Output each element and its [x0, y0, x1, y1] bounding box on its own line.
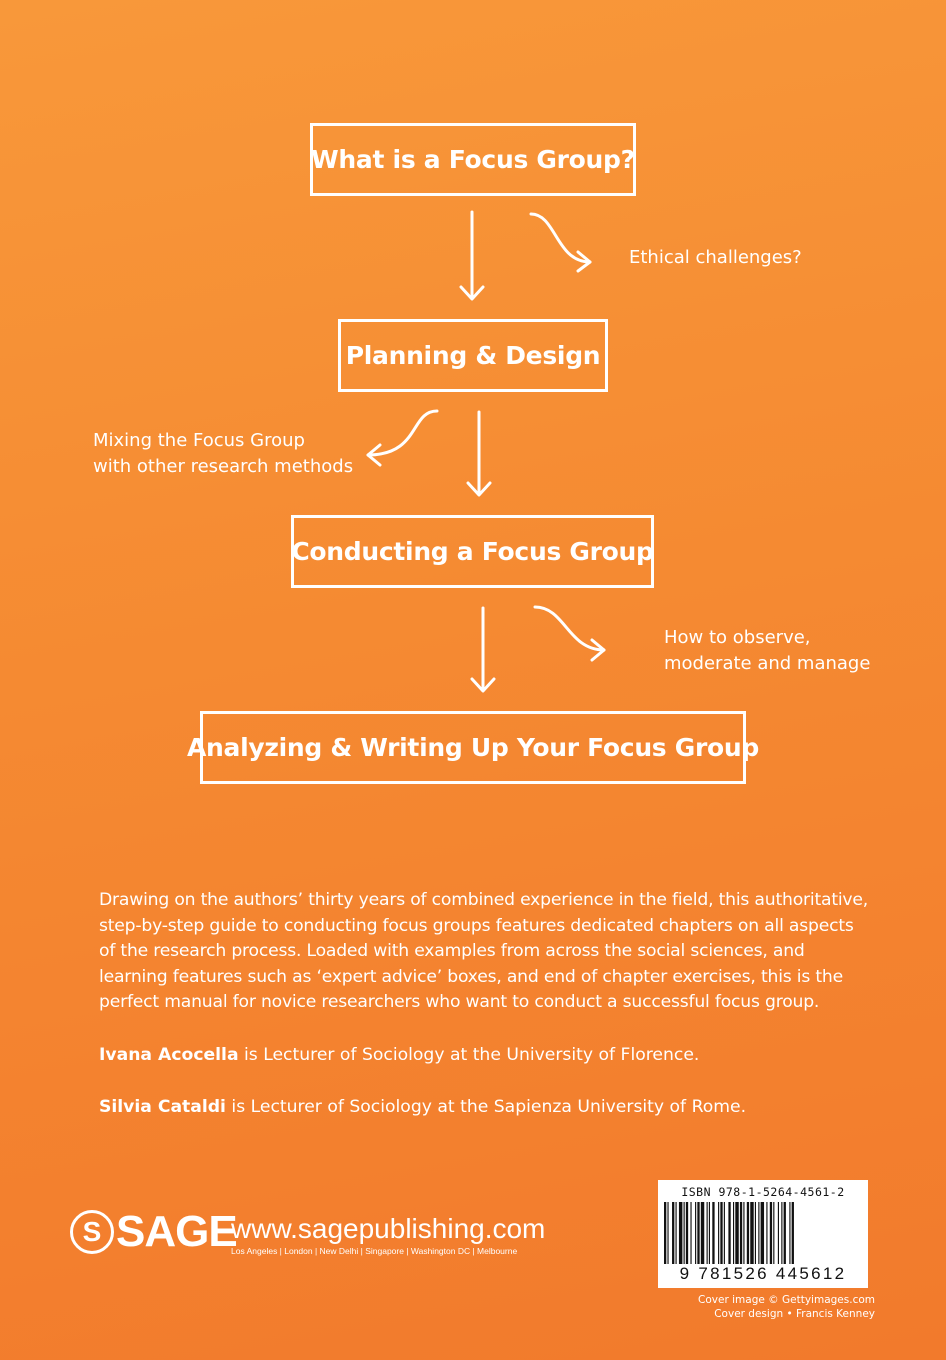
barcode-bar	[712, 1202, 714, 1264]
author-bio	[99, 1097, 746, 1117]
barcode-bar	[784, 1202, 786, 1264]
barcode-bar	[735, 1202, 738, 1264]
barcode-bar	[709, 1202, 710, 1264]
barcode-bar	[686, 1202, 688, 1264]
publisher-url: www.sagepublishing.com	[231, 1213, 546, 1244]
barcode-bar	[773, 1202, 774, 1264]
barcode-bar	[667, 1202, 668, 1264]
barcode-bar	[724, 1202, 725, 1264]
barcode-bar	[690, 1202, 691, 1264]
author-name: Silvia Cataldi	[99, 1097, 226, 1117]
book-blurb: Drawing on the authors’ thirty years of combined experience in the field, this authoritative, step-by-step guide to conducting focus groups features dedicated chapters on all aspects of the research process. Loaded with examples from across the social sciences, and learning features such as ‘expert advice’ boxes, and end of chapter exercises, this is the perfect manual for novice researchers who want to conduct a successful focus group.	[99, 890, 869, 1012]
barcode-bar	[679, 1202, 682, 1264]
barcode-bar	[720, 1202, 722, 1264]
barcode-bar	[695, 1202, 696, 1264]
barcode-bar	[664, 1202, 666, 1264]
barcode-bar	[792, 1202, 794, 1264]
side-note-observe	[664, 625, 870, 677]
curved-arrow-icon	[368, 411, 437, 465]
cover-design-credit: Cover design • Francis Kenney	[714, 1308, 875, 1320]
barcode-bar	[781, 1202, 782, 1264]
barcode-bar	[755, 1202, 756, 1264]
barcode-bar	[761, 1202, 764, 1264]
barcode-bar	[707, 1202, 708, 1264]
barcode-bar	[766, 1202, 767, 1264]
barcode-bar	[747, 1202, 749, 1264]
barcode-bar	[733, 1202, 734, 1264]
side-note-line: Mixing the Focus Group	[93, 430, 305, 451]
flow-step-label: What is a Focus Group?	[311, 145, 635, 174]
side-note-mixing	[93, 428, 353, 480]
down-arrow-icon	[468, 412, 490, 495]
barcode-bar	[684, 1202, 685, 1264]
author-bio	[99, 1045, 699, 1065]
cover-image-credit: Cover image © Gettyimages.com	[698, 1294, 875, 1306]
cover-credits	[698, 1293, 875, 1321]
flow-step-label: Analyzing & Writing Up Your Focus Group	[186, 733, 760, 762]
barcode-bar	[701, 1202, 704, 1264]
side-note-ethical	[629, 245, 802, 271]
publisher-site	[231, 1214, 545, 1256]
barcode-bar	[697, 1202, 699, 1264]
sage-s-icon: S	[70, 1210, 114, 1254]
barcode-bar	[778, 1202, 779, 1264]
flow-step-label: Planning & Design	[345, 341, 601, 370]
barcode-bar	[743, 1202, 744, 1264]
side-note-line: Ethical challenges?	[629, 247, 802, 268]
barcode-bar	[789, 1202, 790, 1264]
side-note-line: moderate and manage	[664, 653, 871, 674]
sage-wordmark: SAGE	[116, 1207, 237, 1256]
down-arrow-icon	[472, 608, 494, 691]
flow-step-label: Conducting a Focus Group	[291, 537, 654, 566]
barcode-bar	[728, 1202, 730, 1264]
barcode-bar	[750, 1202, 753, 1264]
isbn-digits: 9 781526 445612	[679, 1264, 847, 1283]
barcode-bars-icon	[664, 1202, 862, 1264]
isbn-barcode	[658, 1180, 868, 1288]
publisher-cities: Los Angeles | London | New Delhi | Singapore | Washington DC | Melbourne	[231, 1246, 518, 1256]
curved-arrow-icon	[535, 607, 604, 660]
down-arrow-icon	[461, 212, 483, 299]
barcode-bar	[672, 1202, 674, 1264]
barcode-bar	[758, 1202, 759, 1264]
side-note-line: How to observe,	[664, 627, 811, 648]
sage-logo	[70, 1207, 237, 1256]
side-note-line: with other research methods	[93, 456, 354, 477]
curved-arrow-icon	[531, 214, 590, 271]
isbn-label: ISBN 978-1-5264-4561-2	[681, 1185, 845, 1199]
barcode-bar	[718, 1202, 719, 1264]
author-bio-text: is Lecturer of Sociology at the Sapienza University of Rome.	[225, 1097, 747, 1117]
author-name: Ivana Acocella	[99, 1045, 239, 1065]
author-bio-text: is Lecturer of Sociology at the University of Florence.	[238, 1045, 700, 1065]
barcode-bar	[770, 1202, 772, 1264]
barcode-bar	[740, 1202, 742, 1264]
barcode-bar	[676, 1202, 677, 1264]
